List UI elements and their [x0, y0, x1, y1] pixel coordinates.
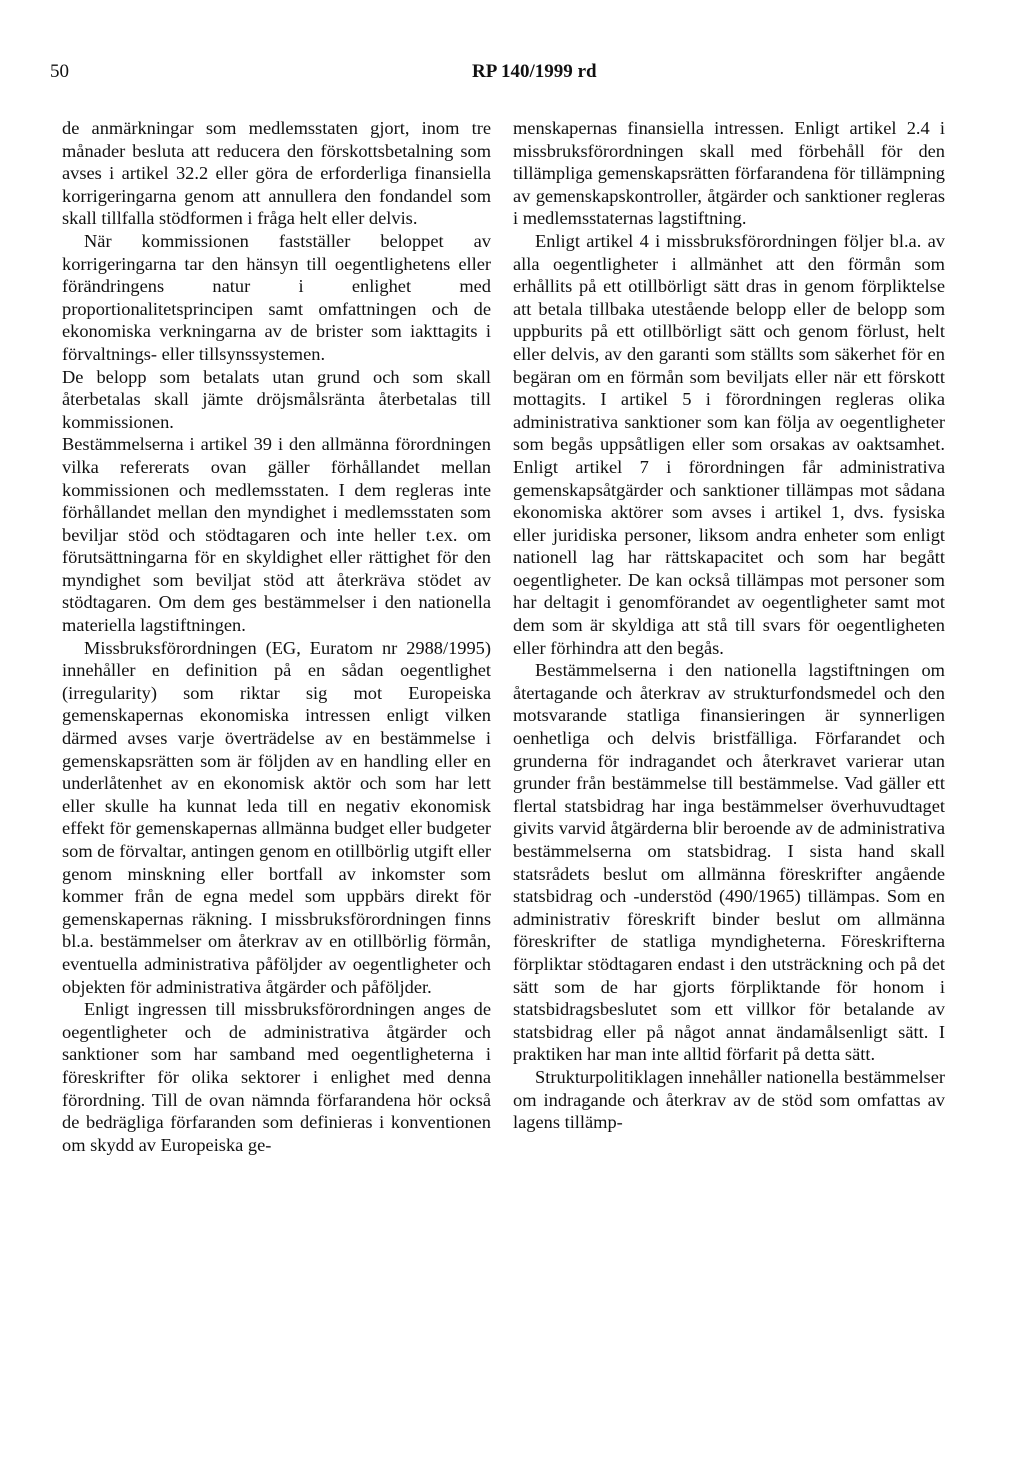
paragraph: de anmärkningar som medlemsstaten gjort, inom tre månader besluta att reducera den förskottsbetalning som avses i artikel 32.2 eller göra de erforderliga finansiella korrigeringarna genom att annullera den fondandel som skall tillfalla stödformen i fråga helt eller delvis.	[62, 118, 491, 229]
paragraph: De belopp som betalats utan grund och som skall återbetalas skall jämte dröjsmålsränta återbetalas till kommissionen.	[62, 366, 491, 432]
right-column	[513, 117, 945, 1134]
paragraph: Missbruksförordningen (EG, Euratom nr 2988/1995) innehåller en definition på en sådan oegentlighet (irregularity) som riktar sig mot Europeiska gemenskapernas ekonomiska intressen enligt vilken därmed avses varje överträdelse av en bestämmelse i gemenskapsrätten som är följden av en handling eller en underlåtenhet av en ekonomisk aktör och som har lett eller skulle ha kunnat leda till en negativ ekonomisk effekt för gemenskapernas allmänna budget eller budgeter som de förvaltar, antingen genom en otillbörlig utgift eller genom minskning eller bortfall av inkomster som kommer från de egna medel som uppbärs direkt för gemenskapernas räkning. I missbruksförordningen finns bl.a. bestämmelser om återkrav av en otillbörlig förmån, eventuella administrativa påföljder av oegentligheter och objekten för administrativa åtgärder och påföljder.	[62, 637, 491, 997]
paragraph: Enligt ingressen till missbruksförordningen anges de oegentligheter och de administrativa åtgärder och sanktioner som har samband med oegentligheterna i föreskrifter för olika sektorer i enlighet med denna förordning. Till de ovan nämnda förfarandena hör också de bedrägliga förfaranden som definieras i konventionen om skydd av Europeiska ge-	[62, 999, 491, 1155]
paragraph: Strukturpolitiklagen innehåller nationella bestämmelser om indragande och återkrav av de stöd som omfattas av lagens tillämp-	[513, 1066, 945, 1133]
page-header	[50, 60, 966, 84]
page-number: 50	[50, 61, 69, 82]
paragraph: Bestämmelserna i den nationella lagstiftningen om återtagande och återkrav av strukturfondsmedel och den motsvarande statliga finansieringen är synnerligen oenhetliga och delvis bristfälliga. Förfarandet och grunderna för indragandet och återkravet varierar utan grunder från bestämmelse till bestämmelse. Vad gäller ett flertal statsbidrag har inga bestämmelser överhuvudtaget givits varvid åtgärderna blir beroende av de administrativa bestämmelserna om statsbidrag. I sista hand skall statsrådets beslut om allmänna föreskrifter angående statsbidrag och -understöd (490/1965) tillämpas. Som en administrativ föreskrift binder beslut om allmänna föreskrifter de statliga myndigheterna. Föreskrifterna förpliktar stödtagaren endast i den utsträckning och på det sätt som de har gjorts förpliktande för honom i statsbidragsbeslutet som ett villkor för betalande av statsbidrag eller på något annat ändamålsenligt sätt. I praktiken har man inte alltid förfarit på detta sätt.	[513, 660, 945, 1065]
document-title: RP 140/1999	[472, 61, 573, 82]
paragraph: Bestämmelserna i artikel 39 i den allmänna förordningen vilka refererats ovan gäller förhållandet mellan kommissionen och medlemsstaten. I dem regleras inte förhållandet mellan den myndighet i medlemsstaten som beviljar stöd och stödtagaren och inte heller t.ex. om förutsättningarna för en skyldighet eller rättighet för den myndighet som beviljat stöd att återkräva stödet av stödtagaren. Om dem ges bestämmelser i den nationella materiella lagstiftningen.	[62, 434, 491, 636]
paragraph: När kommissionen fastställer beloppet av korrigeringarna tar den hänsyn till oegentlighetens eller förändringens natur i enlighet med proportionalitetsprincipen samt omfattningen och de ekonomiska verkningarna av de brister som iakttagits i förvaltnings- eller tillsynssystemen.	[62, 230, 491, 364]
paragraph: menskapernas finansiella intressen. Enligt artikel 2.4 i missbruksförordningen skall med förbehåll för den tillämpliga gemenskapsrätten förfarandena för tillämpning av gemenskapskontroller, åtgärder och sanktioner regleras i medlemsstaternas lagstiftning.	[513, 118, 945, 229]
left-column	[62, 117, 491, 1156]
document-title-suffix: rd	[577, 61, 597, 82]
paragraph: Enligt artikel 4 i missbruksförordningen följer bl.a. av alla oegentligheter i allmänhet att den förmån som erhållits på ett otillbörligt sätt dras in genom förpliktelse att betala tillbaka utestående belopp eller de belopp som uppburits på ett otillbörligt sätt och genom förlust, helt eller delvis, av den garanti som ställts som säkerhet för en begäran om en förmån som beviljats eller när ett förskott mottagits. I artikel 5 i förordningen regleras olika administrativa sanktioner som kan följa av oegentligheter som begås uppsåtligen eller som orsakas av oaktsamhet. Enligt artikel 7 i förordningen får administrativa gemenskapsåtgärder och sanktioner tillämpas mot sådana ekonomiska aktörer som avses i artikel 1, dvs. fysiska eller juridiska personer, liksom andra enheter som enligt nationell lag har rättskapacitet och som har begått oegentligheter. De kan också tillämpas mot personer som har deltagit i genomförandet av oegentligheter samt mot dem som är skyldiga att stå till svars för oegentligheten eller förhindra att den begås.	[513, 230, 945, 658]
running-title	[472, 60, 597, 84]
